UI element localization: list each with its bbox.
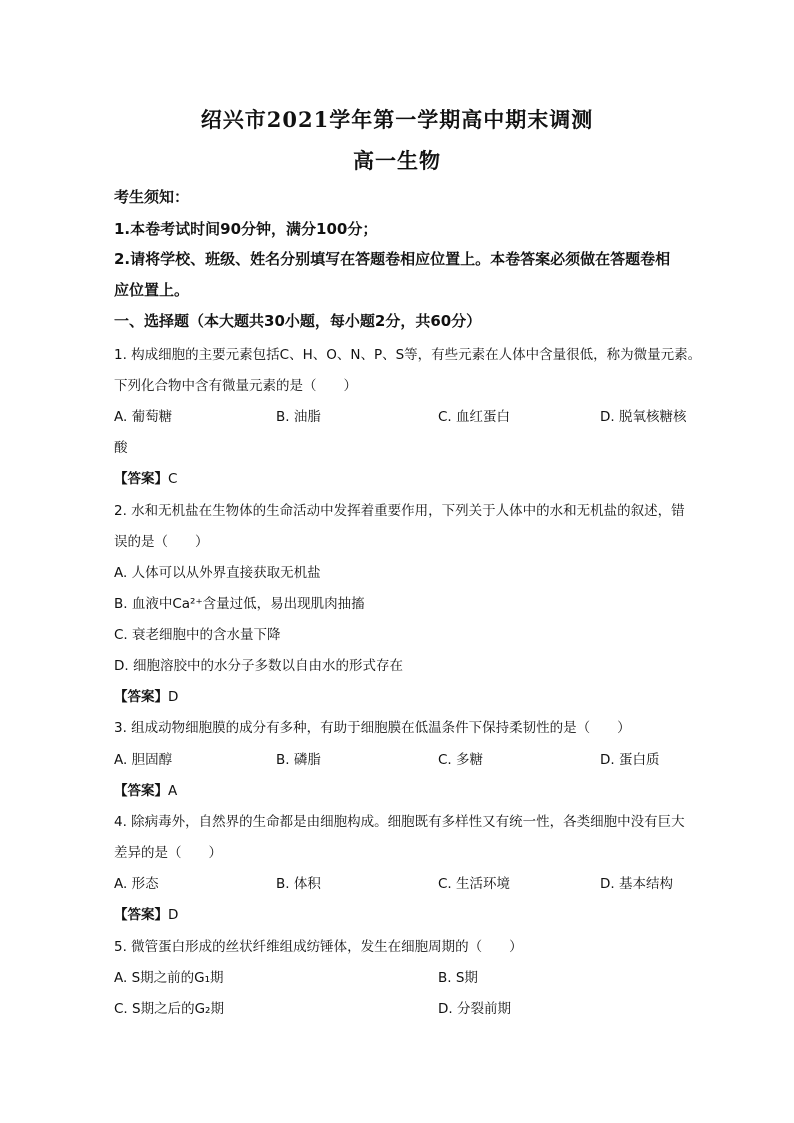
question-5-option-c: C. S期之后的G₂期 — [114, 1001, 224, 1017]
question-3-answer — [114, 779, 177, 799]
answer-value: D — [168, 689, 179, 705]
question-2-line-1: 2. 水和无机盐在生物体的生命活动中发挥着重要作用，下列关于人体中的水和无机盐的叙述，错 — [114, 503, 685, 519]
question-2-option-c: C. 衰老细胞中的含水量下降 — [114, 627, 281, 643]
question-1-line-2: 下列化合物中含有微量元素的是（ ） — [114, 378, 357, 394]
question-4-option-c: C. 生活环境 — [438, 876, 511, 892]
question-4-option-b: B. 体积 — [276, 876, 321, 892]
answer-label: 【答案】 — [114, 907, 168, 923]
question-1-option-a: A. 葡萄糖 — [114, 409, 173, 425]
answer-label: 【答案】 — [114, 689, 168, 705]
question-4-answer — [114, 903, 178, 923]
question-4-option-a: A. 形态 — [114, 876, 159, 892]
question-2-answer — [114, 685, 178, 705]
question-3-line-1: 3. 组成动物细胞膜的成分有多种，有助于细胞膜在低温条件下保持柔韧性的是（ ） — [114, 720, 631, 736]
question-4-option-d: D. 基本结构 — [600, 876, 673, 892]
notice-item-2-line-2: 应位置上。 — [114, 281, 190, 299]
question-3-option-b: B. 磷脂 — [276, 752, 321, 768]
answer-value: C — [168, 471, 178, 487]
notice-item-2-line-1: 2.请将学校、班级、姓名分别填写在答题卷相应位置上。本卷答案必须做在答题卷相 — [114, 250, 671, 268]
question-1-option-b: B. 油脂 — [276, 409, 321, 425]
question-3-option-a: A. 胆固醇 — [114, 752, 173, 768]
question-2-line-2: 误的是（ ） — [114, 534, 209, 550]
answer-value: D — [168, 907, 179, 923]
question-2-option-b: B. 血液中Ca²⁺含量过低，易出现肌肉抽搐 — [114, 596, 365, 612]
answer-label: 【答案】 — [114, 783, 168, 799]
question-1-answer — [114, 467, 177, 487]
question-4-line-1: 4. 除病毒外，自然界的生命都是由细胞构成。细胞既有多样性又有统一性，各类细胞中没有巨大 — [114, 814, 685, 830]
question-4-line-2: 差异的是（ ） — [114, 845, 222, 861]
question-5-option-d: D. 分裂前期 — [438, 1001, 511, 1017]
notice-heading: 考生须知： — [114, 188, 190, 206]
question-2-option-d: D. 细胞溶胶中的水分子多数以自由水的形式存在 — [114, 658, 403, 674]
answer-label: 【答案】 — [114, 471, 168, 487]
question-5-line-1: 5. 微管蛋白形成的丝状纤维组成纺锤体，发生在细胞周期的（ ） — [114, 939, 523, 955]
section-heading: 一、选择题（本大题共30小题，每小题2分，共60分） — [114, 312, 482, 330]
question-1-line-1: 1. 构成细胞的主要元素包括C、H、O、N、P、S等，有些元素在人体中含量很低，称为微量元素。 — [114, 347, 702, 363]
question-1-option-c: C. 血红蛋白 — [438, 409, 511, 425]
question-1-option-d: D. 脱氧核糖核 — [600, 409, 687, 425]
question-1-option-d-wrap: 酸 — [114, 440, 128, 456]
notice-item-1: 1.本卷考试时间90分钟，满分100分； — [114, 220, 378, 238]
exam-subtitle: 高一生物 — [353, 148, 441, 173]
question-3-option-d: D. 蛋白质 — [600, 752, 660, 768]
question-3-option-c: C. 多糖 — [438, 752, 484, 768]
question-2-option-a: A. 人体可以从外界直接获取无机盐 — [114, 565, 321, 581]
answer-value: A — [168, 783, 178, 799]
question-5-option-b: B. S期 — [438, 970, 478, 986]
exam-title: 绍兴市2021学年第一学期高中期末调测 — [200, 107, 594, 132]
question-5-option-a: A. S期之前的G₁期 — [114, 970, 224, 986]
